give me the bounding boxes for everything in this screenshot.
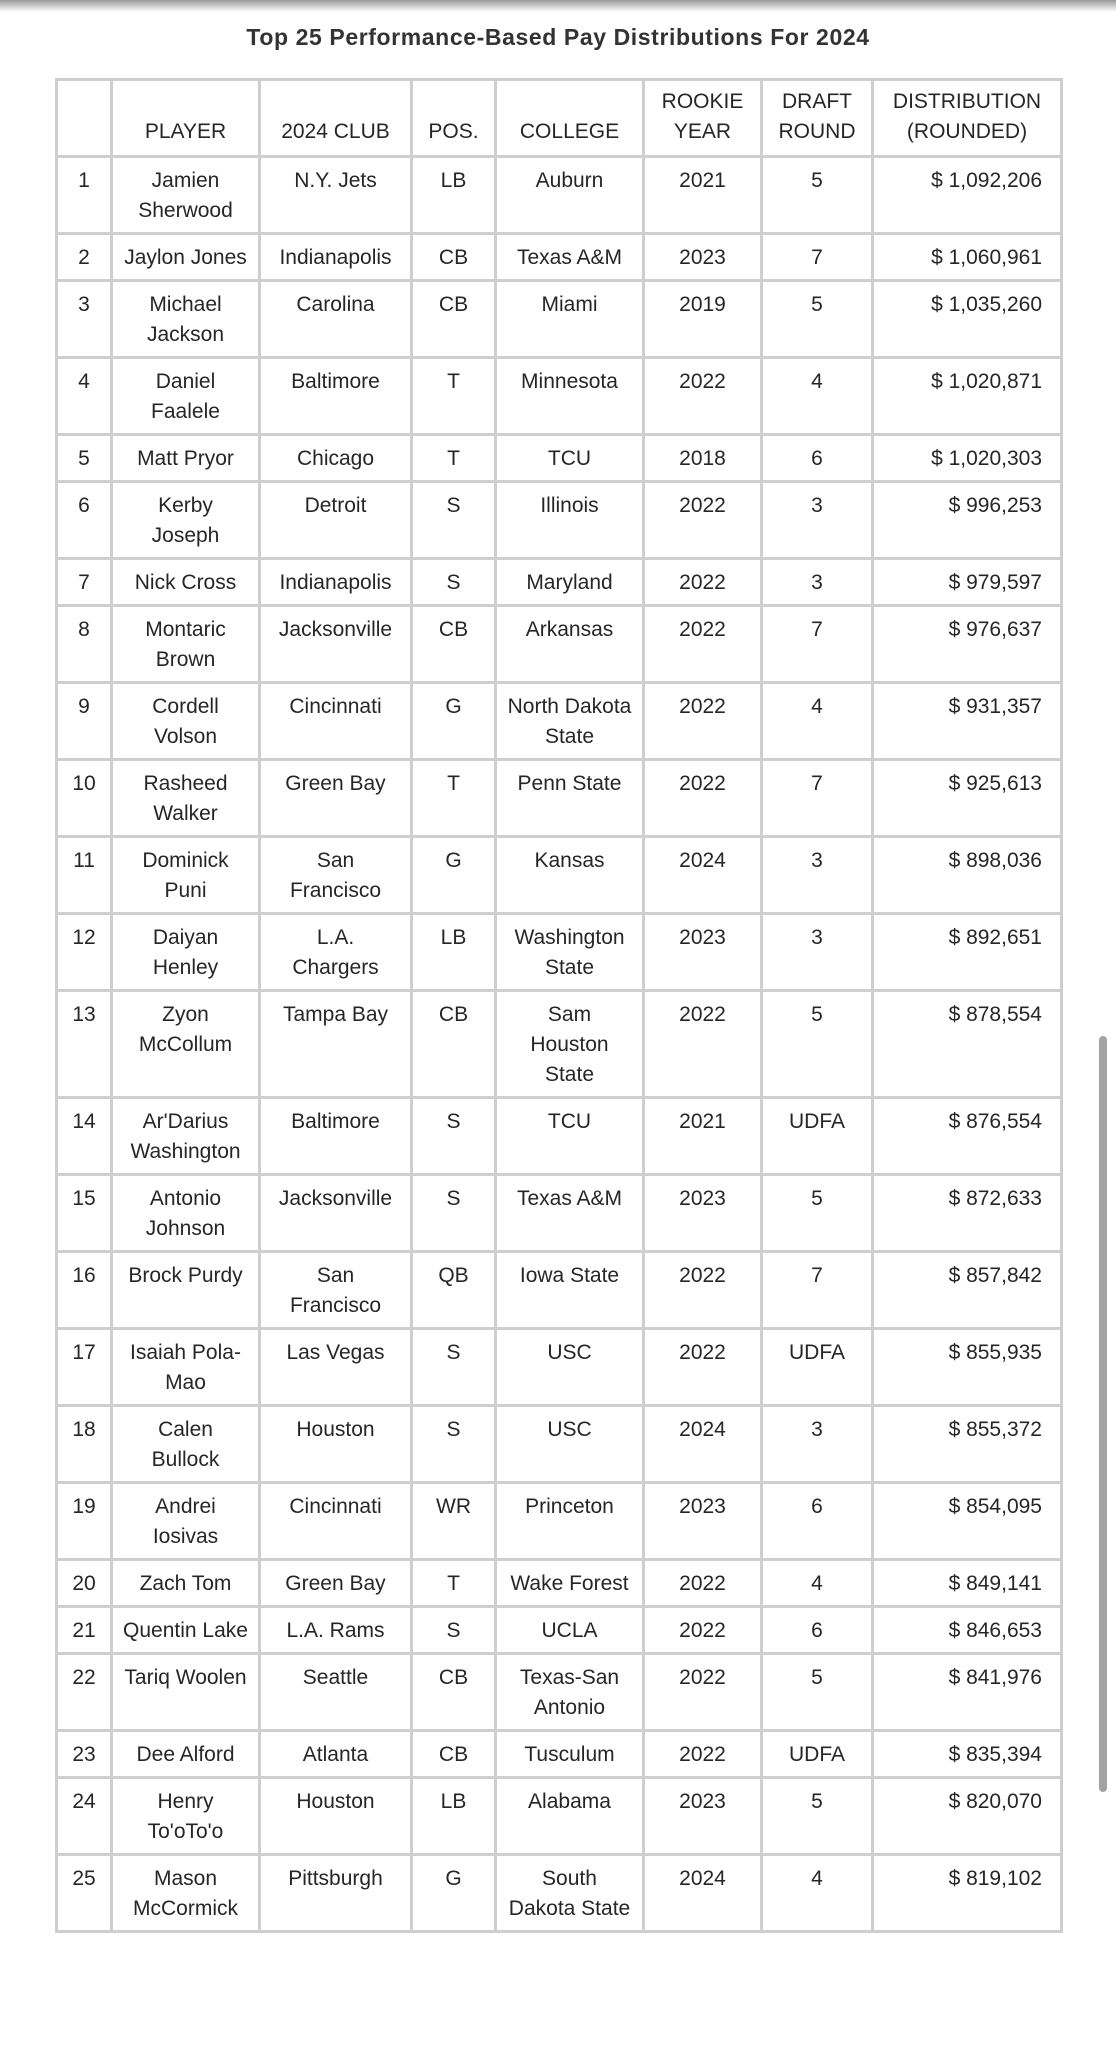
table-row: [57, 1406, 1062, 1483]
cell-player: Ar'Darius Washington: [112, 1098, 260, 1175]
cell-player: Quentin Lake: [112, 1607, 260, 1654]
cell-player: Matt Pryor: [112, 435, 260, 482]
cell-player: Dee Alford: [112, 1731, 260, 1778]
cell-rookie-year: 2024: [644, 1406, 762, 1483]
cell-club: L.A. Chargers: [260, 914, 412, 991]
cell-rookie-year: 2024: [644, 837, 762, 914]
table-row: [57, 1098, 1062, 1175]
cell-rank: 12: [57, 914, 112, 991]
cell-draft-round: 7: [762, 760, 873, 837]
cell-college: South Dakota State: [496, 1855, 644, 1932]
table-row: [57, 1778, 1062, 1855]
cell-rank: 7: [57, 559, 112, 606]
header-club: 2024 CLUB: [260, 80, 412, 157]
cell-club: Pittsburgh: [260, 1855, 412, 1932]
cell-distribution: $ 892,651: [873, 914, 1062, 991]
cell-college: North Dakota State: [496, 683, 644, 760]
cell-rookie-year: 2022: [644, 1252, 762, 1329]
cell-college: Kansas: [496, 837, 644, 914]
cell-player: Nick Cross: [112, 559, 260, 606]
cell-player: Henry To'oTo'o: [112, 1778, 260, 1855]
cell-college: Minnesota: [496, 358, 644, 435]
cell-rank: 17: [57, 1329, 112, 1406]
cell-rank: 8: [57, 606, 112, 683]
header-pos: POS.: [412, 80, 496, 157]
table-row: [57, 1252, 1062, 1329]
cell-draft-round: 3: [762, 837, 873, 914]
cell-distribution: $ 849,141: [873, 1560, 1062, 1607]
cell-player: Rasheed Walker: [112, 760, 260, 837]
cell-college: Arkansas: [496, 606, 644, 683]
cell-rookie-year: 2022: [644, 1560, 762, 1607]
cell-club: Indianapolis: [260, 559, 412, 606]
cell-pos: T: [412, 760, 496, 837]
table-row: [57, 234, 1062, 281]
cell-rookie-year: 2022: [644, 482, 762, 559]
cell-draft-round: 7: [762, 606, 873, 683]
cell-draft-round: 4: [762, 1855, 873, 1932]
cell-rank: 9: [57, 683, 112, 760]
cell-college: Miami: [496, 281, 644, 358]
cell-player: Mason McCormick: [112, 1855, 260, 1932]
table-header-row: [57, 80, 1062, 157]
cell-pos: WR: [412, 1483, 496, 1560]
cell-club: N.Y. Jets: [260, 157, 412, 234]
cell-distribution: $ 925,613: [873, 760, 1062, 837]
cell-distribution: $ 931,357: [873, 683, 1062, 760]
cell-club: Atlanta: [260, 1731, 412, 1778]
table-row: [57, 1731, 1062, 1778]
cell-distribution: $ 855,935: [873, 1329, 1062, 1406]
cell-college: Texas A&M: [496, 1175, 644, 1252]
cell-club: Green Bay: [260, 760, 412, 837]
table-row: [57, 358, 1062, 435]
cell-draft-round: 6: [762, 1483, 873, 1560]
table-row: [57, 157, 1062, 234]
table-row: [57, 559, 1062, 606]
cell-rookie-year: 2023: [644, 1778, 762, 1855]
cell-club: Tampa Bay: [260, 991, 412, 1098]
cell-player: Jaylon Jones: [112, 234, 260, 281]
cell-rank: 3: [57, 281, 112, 358]
header-distribution: DISTRIBUTION (ROUNDED): [873, 80, 1062, 157]
cell-rookie-year: 2019: [644, 281, 762, 358]
cell-club: Seattle: [260, 1654, 412, 1731]
cell-distribution: $ 846,653: [873, 1607, 1062, 1654]
cell-pos: G: [412, 837, 496, 914]
cell-pos: S: [412, 559, 496, 606]
cell-rookie-year: 2022: [644, 1654, 762, 1731]
cell-draft-round: 7: [762, 1252, 873, 1329]
cell-distribution: $ 1,035,260: [873, 281, 1062, 358]
table-row: [57, 482, 1062, 559]
cell-distribution: $ 1,020,871: [873, 358, 1062, 435]
cell-rookie-year: 2023: [644, 914, 762, 991]
cell-club: Houston: [260, 1406, 412, 1483]
cell-club: Indianapolis: [260, 234, 412, 281]
cell-club: Cincinnati: [260, 683, 412, 760]
cell-draft-round: 4: [762, 358, 873, 435]
cell-rookie-year: 2023: [644, 1175, 762, 1252]
cell-pos: S: [412, 1098, 496, 1175]
vertical-scrollbar[interactable]: [1099, 1036, 1107, 1792]
cell-draft-round: 7: [762, 234, 873, 281]
cell-pos: CB: [412, 991, 496, 1098]
cell-distribution: $ 855,372: [873, 1406, 1062, 1483]
cell-distribution: $ 976,637: [873, 606, 1062, 683]
table-row: [57, 1607, 1062, 1654]
cell-pos: CB: [412, 1654, 496, 1731]
cell-pos: G: [412, 683, 496, 760]
cell-college: UCLA: [496, 1607, 644, 1654]
cell-college: Texas-San Antonio: [496, 1654, 644, 1731]
cell-draft-round: 3: [762, 559, 873, 606]
table-row: [57, 991, 1062, 1098]
cell-distribution: $ 857,842: [873, 1252, 1062, 1329]
cell-college: Tusculum: [496, 1731, 644, 1778]
cell-player: Cordell Volson: [112, 683, 260, 760]
cell-rank: 6: [57, 482, 112, 559]
cell-draft-round: 5: [762, 1175, 873, 1252]
cell-distribution: $ 872,633: [873, 1175, 1062, 1252]
cell-college: USC: [496, 1329, 644, 1406]
top-shadow: [0, 0, 1116, 12]
cell-college: Penn State: [496, 760, 644, 837]
cell-draft-round: UDFA: [762, 1329, 873, 1406]
header-rookie-year: ROOKIE YEAR: [644, 80, 762, 157]
table-row: [57, 1483, 1062, 1560]
cell-college: Alabama: [496, 1778, 644, 1855]
cell-rookie-year: 2024: [644, 1855, 762, 1932]
cell-distribution: $ 854,095: [873, 1483, 1062, 1560]
cell-rookie-year: 2022: [644, 1329, 762, 1406]
cell-college: TCU: [496, 435, 644, 482]
cell-player: Zyon McCollum: [112, 991, 260, 1098]
cell-pos: QB: [412, 1252, 496, 1329]
cell-pos: LB: [412, 157, 496, 234]
cell-college: Princeton: [496, 1483, 644, 1560]
header-player: PLAYER: [112, 80, 260, 157]
table-row: [57, 435, 1062, 482]
cell-draft-round: 3: [762, 914, 873, 991]
table-row: [57, 837, 1062, 914]
cell-college: Iowa State: [496, 1252, 644, 1329]
cell-distribution: $ 841,976: [873, 1654, 1062, 1731]
cell-rank: 16: [57, 1252, 112, 1329]
cell-draft-round: 5: [762, 157, 873, 234]
cell-player: Calen Bullock: [112, 1406, 260, 1483]
cell-rookie-year: 2022: [644, 559, 762, 606]
cell-rank: 18: [57, 1406, 112, 1483]
page-title: Top 25 Performance-Based Pay Distributions For 2024: [246, 24, 870, 50]
cell-pos: LB: [412, 1778, 496, 1855]
cell-club: L.A. Rams: [260, 1607, 412, 1654]
cell-draft-round: 5: [762, 1654, 873, 1731]
cell-rank: 11: [57, 837, 112, 914]
cell-club: Green Bay: [260, 1560, 412, 1607]
cell-draft-round: UDFA: [762, 1098, 873, 1175]
cell-rookie-year: 2018: [644, 435, 762, 482]
cell-rank: 22: [57, 1654, 112, 1731]
cell-player: Kerby Joseph: [112, 482, 260, 559]
cell-distribution: $ 876,554: [873, 1098, 1062, 1175]
cell-rookie-year: 2023: [644, 234, 762, 281]
cell-draft-round: 5: [762, 1778, 873, 1855]
header-draft-round: DRAFT ROUND: [762, 80, 873, 157]
cell-rookie-year: 2022: [644, 760, 762, 837]
cell-player: Brock Purdy: [112, 1252, 260, 1329]
cell-draft-round: 5: [762, 281, 873, 358]
table-body: [57, 157, 1062, 1932]
cell-pos: CB: [412, 1731, 496, 1778]
cell-college: USC: [496, 1406, 644, 1483]
cell-player: Dominick Puni: [112, 837, 260, 914]
cell-draft-round: 5: [762, 991, 873, 1098]
cell-rank: 21: [57, 1607, 112, 1654]
cell-rookie-year: 2022: [644, 358, 762, 435]
cell-distribution: $ 996,253: [873, 482, 1062, 559]
cell-pos: S: [412, 482, 496, 559]
table-row: [57, 1175, 1062, 1252]
cell-pos: LB: [412, 914, 496, 991]
cell-player: Antonio Johnson: [112, 1175, 260, 1252]
cell-pos: CB: [412, 234, 496, 281]
cell-rookie-year: 2022: [644, 1607, 762, 1654]
cell-pos: S: [412, 1406, 496, 1483]
cell-rank: 4: [57, 358, 112, 435]
cell-college: Sam Houston State: [496, 991, 644, 1098]
cell-pos: T: [412, 358, 496, 435]
cell-college: Washington State: [496, 914, 644, 991]
cell-draft-round: 4: [762, 1560, 873, 1607]
cell-college: TCU: [496, 1098, 644, 1175]
cell-player: Jamien Sherwood: [112, 157, 260, 234]
header-rank: [57, 80, 112, 157]
cell-pos: S: [412, 1607, 496, 1654]
cell-rank: 2: [57, 234, 112, 281]
table-row: [57, 606, 1062, 683]
cell-pos: S: [412, 1175, 496, 1252]
cell-pos: CB: [412, 606, 496, 683]
cell-pos: T: [412, 1560, 496, 1607]
cell-rank: 20: [57, 1560, 112, 1607]
pay-distribution-table: [55, 78, 1063, 1933]
table-row: [57, 1654, 1062, 1731]
cell-draft-round: 3: [762, 1406, 873, 1483]
cell-distribution: $ 835,394: [873, 1731, 1062, 1778]
cell-player: Daiyan Henley: [112, 914, 260, 991]
cell-rank: 10: [57, 760, 112, 837]
cell-college: Maryland: [496, 559, 644, 606]
cell-player: Daniel Faalele: [112, 358, 260, 435]
cell-college: Illinois: [496, 482, 644, 559]
cell-pos: S: [412, 1329, 496, 1406]
cell-rookie-year: 2022: [644, 991, 762, 1098]
cell-rank: 5: [57, 435, 112, 482]
cell-rookie-year: 2023: [644, 1483, 762, 1560]
cell-draft-round: 6: [762, 1607, 873, 1654]
cell-club: San Francisco: [260, 837, 412, 914]
cell-college: Wake Forest: [496, 1560, 644, 1607]
cell-club: Houston: [260, 1778, 412, 1855]
cell-distribution: $ 819,102: [873, 1855, 1062, 1932]
table-row: [57, 1855, 1062, 1932]
cell-rookie-year: 2022: [644, 606, 762, 683]
cell-rank: 24: [57, 1778, 112, 1855]
cell-rookie-year: 2022: [644, 683, 762, 760]
cell-pos: G: [412, 1855, 496, 1932]
cell-college: Texas A&M: [496, 234, 644, 281]
cell-rank: 19: [57, 1483, 112, 1560]
cell-distribution: $ 979,597: [873, 559, 1062, 606]
cell-player: Tariq Woolen: [112, 1654, 260, 1731]
cell-college: Auburn: [496, 157, 644, 234]
cell-rank: 13: [57, 991, 112, 1098]
cell-club: Detroit: [260, 482, 412, 559]
cell-club: Jacksonville: [260, 1175, 412, 1252]
table-row: [57, 1560, 1062, 1607]
cell-distribution: $ 878,554: [873, 991, 1062, 1098]
cell-pos: CB: [412, 281, 496, 358]
cell-pos: T: [412, 435, 496, 482]
cell-rookie-year: 2021: [644, 1098, 762, 1175]
table-row: [57, 1329, 1062, 1406]
cell-draft-round: 6: [762, 435, 873, 482]
cell-draft-round: 4: [762, 683, 873, 760]
cell-distribution: $ 1,092,206: [873, 157, 1062, 234]
cell-distribution: $ 898,036: [873, 837, 1062, 914]
cell-rank: 15: [57, 1175, 112, 1252]
cell-club: Chicago: [260, 435, 412, 482]
cell-rank: 25: [57, 1855, 112, 1932]
cell-club: Cincinnati: [260, 1483, 412, 1560]
table-row: [57, 760, 1062, 837]
table-row: [57, 683, 1062, 760]
cell-rank: 23: [57, 1731, 112, 1778]
cell-player: Isaiah Pola-Mao: [112, 1329, 260, 1406]
cell-draft-round: UDFA: [762, 1731, 873, 1778]
cell-player: Michael Jackson: [112, 281, 260, 358]
cell-rank: 1: [57, 157, 112, 234]
cell-rank: 14: [57, 1098, 112, 1175]
cell-distribution: $ 1,060,961: [873, 234, 1062, 281]
cell-rookie-year: 2022: [644, 1731, 762, 1778]
cell-draft-round: 3: [762, 482, 873, 559]
table-row: [57, 914, 1062, 991]
cell-player: Andrei Iosivas: [112, 1483, 260, 1560]
cell-club: Baltimore: [260, 358, 412, 435]
cell-club: Baltimore: [260, 1098, 412, 1175]
cell-club: Carolina: [260, 281, 412, 358]
cell-club: Las Vegas: [260, 1329, 412, 1406]
table-row: [57, 281, 1062, 358]
cell-distribution: $ 820,070: [873, 1778, 1062, 1855]
cell-player: Montaric Brown: [112, 606, 260, 683]
cell-player: Zach Tom: [112, 1560, 260, 1607]
cell-club: San Francisco: [260, 1252, 412, 1329]
header-college: COLLEGE: [496, 80, 644, 157]
cell-club: Jacksonville: [260, 606, 412, 683]
cell-rookie-year: 2021: [644, 157, 762, 234]
cell-distribution: $ 1,020,303: [873, 435, 1062, 482]
